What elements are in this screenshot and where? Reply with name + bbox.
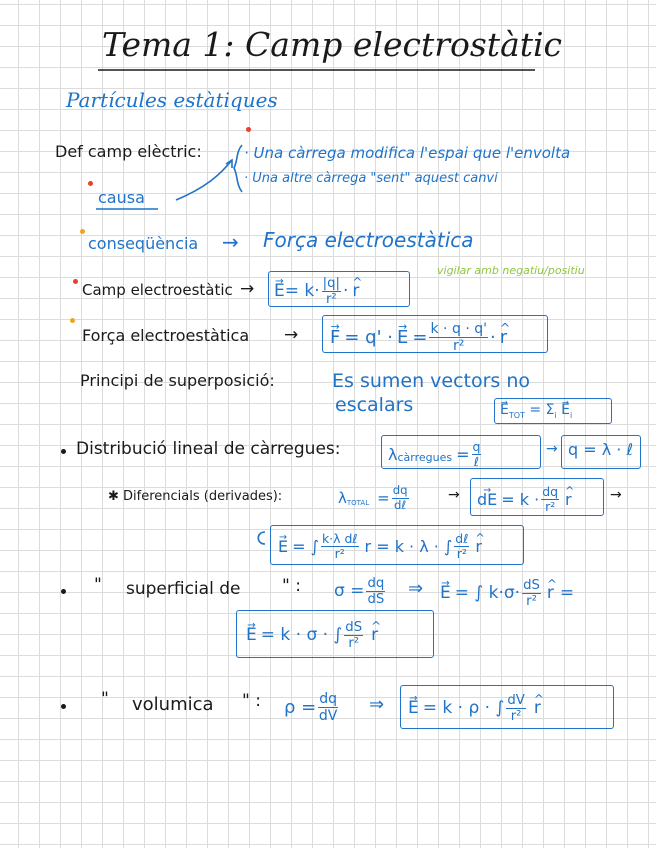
- volumica-arrow: ⇒: [369, 694, 385, 715]
- superposicio-label: Principi de superposició:: [80, 371, 275, 390]
- diferencials-eq: =: [377, 488, 390, 507]
- superficial-sigma: σ =: [334, 581, 365, 602]
- integral1-num: k·λ dℓ: [321, 531, 358, 546]
- lineal-eq: =: [456, 444, 470, 464]
- volumica-mark-2: " :: [242, 691, 261, 711]
- camp-num: |q|: [322, 276, 340, 291]
- superficial-unit-vector: ^ r: [547, 585, 554, 602]
- causa-arrow: [176, 160, 232, 200]
- diferencials-den-2: r²: [545, 499, 556, 515]
- integral1-formula: [278, 533, 482, 561]
- superposicio-ei-vector: → E: [561, 403, 570, 417]
- superficial-mark-2: " :: [282, 576, 301, 596]
- forca-num: k · q · q': [430, 321, 488, 337]
- orange-dot-forca: [70, 318, 75, 323]
- diferencials-lambda: λ: [338, 488, 347, 507]
- superposicio-rhs: = Σ: [529, 402, 555, 418]
- volumica-fraction-2: [506, 694, 525, 724]
- camp-unit-vector: ^ r: [352, 283, 359, 300]
- superficial-eq: = ∫ k·σ·: [454, 583, 521, 604]
- camp-fraction: [322, 277, 341, 307]
- lineal-lambda: λ: [388, 444, 398, 464]
- volumica-eq: = k · ρ · ∫: [422, 698, 505, 719]
- integral1-num-2: dℓ: [455, 531, 469, 546]
- superposicio-rhs-sub: i: [554, 410, 557, 420]
- camp-e-vector: → E: [274, 283, 285, 300]
- section-subtitle: Partícules estàtiques: [66, 88, 278, 112]
- forca-fraction: [429, 322, 488, 353]
- integral1-den: r²: [334, 546, 345, 562]
- bullet-superficial: [61, 589, 66, 594]
- superposicio-text-1: Es sumen vectors no: [332, 370, 531, 392]
- lineal-label: Distribució lineal de càrregues:: [76, 439, 341, 459]
- forca-f-vector: → F: [330, 329, 340, 347]
- volumica-num: dq: [319, 691, 338, 707]
- lineal-q: q: [568, 440, 579, 459]
- superposicio-formula: [500, 403, 572, 420]
- volumica-unit-vector: ^ r: [534, 700, 541, 717]
- forca-e-vector: → E: [397, 329, 408, 347]
- integral2-eq: = k · σ · ∫: [260, 625, 343, 646]
- superposicio-lhs-sub: TOT: [508, 410, 525, 420]
- camp-den: r²: [325, 292, 337, 308]
- volumica-num-2: dV: [507, 693, 525, 708]
- integral2-den: r²: [348, 636, 360, 652]
- forca-unit-vector: ^ r: [500, 329, 507, 347]
- superficial-tail: =: [559, 583, 575, 604]
- consequencia-arrow: →: [222, 230, 239, 254]
- def-label: Def camp elèctric:: [55, 142, 202, 161]
- diferencials-arrow: →: [448, 487, 460, 503]
- superposicio-ei-sub: i: [569, 410, 573, 420]
- orange-dot-consequencia: [80, 229, 85, 234]
- lineal-formula: [388, 441, 483, 469]
- camp-eq: = k·: [284, 281, 320, 302]
- integral2-unit-vector: ^ r: [371, 627, 378, 644]
- diferencials-num: dq: [392, 483, 408, 497]
- superficial-num-2: dS: [523, 578, 540, 593]
- integral1-e-vector: → E: [278, 539, 288, 555]
- camp-note: vigilar amb negatiu/positiu: [437, 264, 585, 277]
- integral1-fraction-2: [454, 533, 469, 561]
- forca-tail: ·: [490, 326, 496, 348]
- superficial-fraction-2: [522, 579, 541, 609]
- diferencials-label: ✱ Diferencials (derivades):: [108, 489, 283, 504]
- bullet-lineal: [61, 449, 66, 454]
- integral-hook: [258, 532, 265, 544]
- volumica-den: dV: [318, 708, 338, 725]
- volumica-mark: ": [101, 689, 109, 709]
- diferencials-arrow-2: →: [610, 487, 622, 503]
- integral2-fraction: [344, 621, 363, 651]
- red-dot-def: [246, 127, 251, 132]
- lineal-q-eq: = λ · ℓ: [583, 440, 634, 459]
- forca-arrow: →: [284, 325, 299, 345]
- superficial-mark: ": [94, 575, 102, 595]
- volumica-e-formula: [408, 694, 541, 724]
- def-brace: [234, 145, 242, 192]
- integral1-den-2: r²: [456, 546, 467, 562]
- diferencials-eq2: = k ·: [501, 489, 540, 509]
- integral2-num: dS: [345, 620, 363, 635]
- volumica-rho-formula: [284, 692, 340, 723]
- lineal-fraction: [472, 441, 482, 469]
- diferencials-fraction: [392, 485, 409, 511]
- red-dot-causa: [88, 181, 93, 186]
- lineal-q-formula: [568, 442, 633, 458]
- diferencials-lambda-formula: [338, 485, 411, 511]
- volumica-fraction: [318, 692, 338, 723]
- diferencials-de-vector: → dE: [477, 492, 497, 508]
- lineal-den: ℓ: [473, 454, 480, 470]
- red-dot-camp: [73, 279, 78, 284]
- page-title: Tema 1: Camp electrostàtic: [102, 25, 563, 64]
- camp-formula: [274, 277, 359, 307]
- camp-tail: ·: [343, 281, 349, 302]
- integral1-mid: r = k · λ · ∫: [364, 536, 453, 556]
- superficial-num: dq: [367, 576, 385, 591]
- superficial-e-formula: [440, 579, 574, 609]
- integral2-e-vector: → E: [246, 627, 257, 644]
- integral2-formula: [246, 621, 378, 651]
- forca-den: r²: [453, 338, 465, 355]
- forca-eq1: = q' ·: [344, 326, 393, 348]
- consequencia-label: conseqüència: [88, 234, 199, 253]
- causa-label: causa: [98, 188, 145, 207]
- superficial-den-2: r²: [526, 594, 537, 610]
- volumica-rho: ρ =: [284, 696, 317, 718]
- integral1-fraction: [321, 533, 359, 561]
- bullet-volumica: [61, 704, 66, 709]
- forca-label: Força electroestàtica: [82, 326, 250, 345]
- superficial-sigma-formula: [334, 577, 387, 607]
- forca-formula: [330, 322, 507, 353]
- def-line-1: · Una càrrega modifica l'espai que l'envolta: [244, 144, 571, 162]
- lineal-lambda-sub: càrregues: [397, 451, 453, 465]
- integral1-unit-vector: ^ r: [475, 539, 482, 555]
- diferencials-num-2: dq: [542, 484, 559, 499]
- diferencials-de-formula: [477, 486, 572, 514]
- camp-arrow: →: [240, 279, 255, 299]
- superficial-e-vector: → E: [440, 585, 451, 602]
- diferencials-unit-vector: ^ r: [565, 492, 572, 508]
- superposicio-e-vector: → E: [500, 403, 509, 417]
- diferencials-lambda-sub: TOTAL: [346, 498, 370, 507]
- superposicio-text-2: escalars: [335, 394, 414, 416]
- lineal-num: q: [472, 439, 481, 454]
- volumica-e-vector: → E: [408, 700, 419, 717]
- def-line-2: · Una altre càrrega "sent" aquest canvi: [244, 171, 498, 186]
- diferencials-den: dℓ: [393, 497, 407, 512]
- volumica-den-2: r²: [510, 709, 522, 725]
- integral1-eq: = ∫: [292, 536, 319, 556]
- superficial-den: dS: [367, 592, 385, 608]
- volumica-label: volumica: [132, 694, 214, 715]
- superficial-label: superficial de: [126, 579, 241, 599]
- consequencia-result: Força electroestàtica: [263, 228, 474, 252]
- lineal-sep: →: [546, 441, 558, 457]
- forca-eq2: =: [412, 326, 428, 348]
- camp-label: Camp electroestàtic: [82, 281, 233, 299]
- superficial-arrow: ⇒: [408, 578, 424, 599]
- superficial-fraction: [366, 577, 385, 607]
- diferencials-fraction-2: [541, 486, 559, 514]
